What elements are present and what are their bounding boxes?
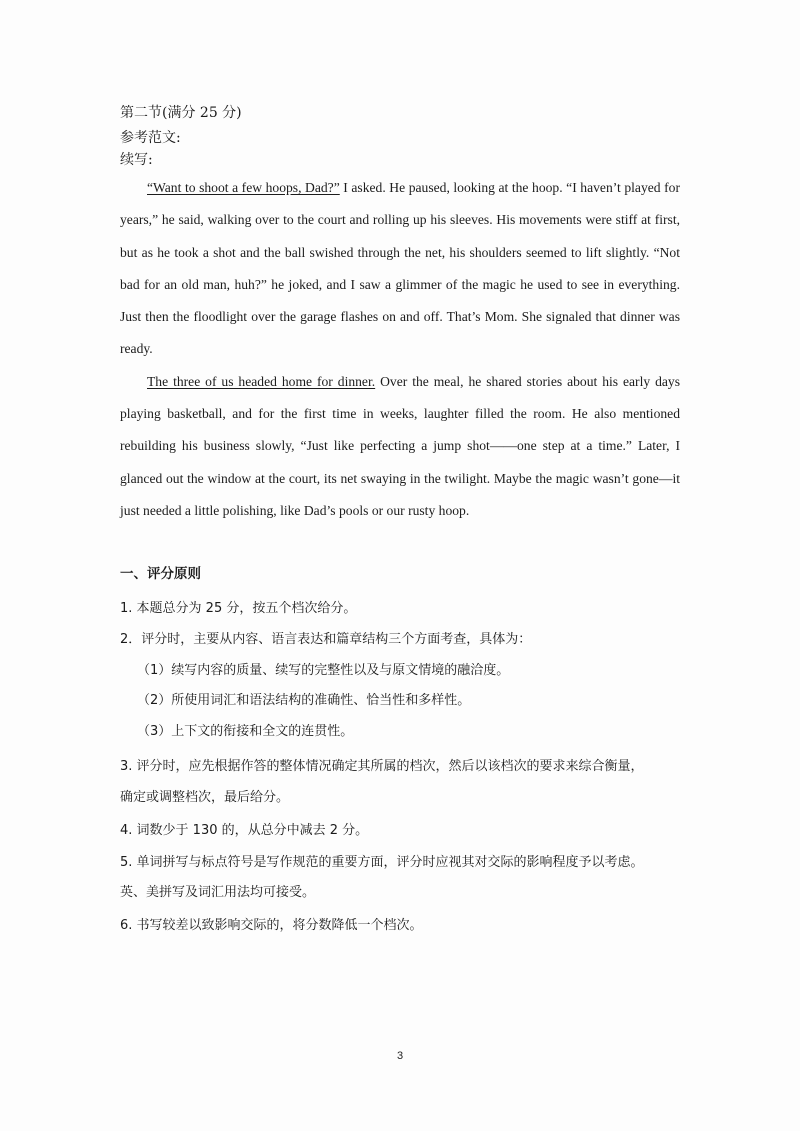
paragraph-1-opening-sentence: “Want to shoot a few hoops, Dad?” (147, 180, 340, 195)
sample-essay (120, 172, 680, 527)
paragraph-2-opening-sentence: The three of us headed home for dinner. (147, 373, 376, 389)
essay-paragraph-1 (120, 172, 680, 366)
rule-1: 1. 本题总分为 25 分，按五个档次给分。 (120, 601, 357, 616)
rule-4: 4. 词数少于 130 的，从总分中减去 2 分。 (120, 823, 369, 838)
rule-3-line-1: 3. 评分时，应先根据作答的整体情况确定其所属的档次，然后以该档次的要求来综合衡量， (120, 759, 644, 774)
section-heading: 第二节(满分 25 分) (120, 105, 242, 121)
rule-5-line-2: 英、美拼写及词汇用法均可接受。 (120, 885, 316, 900)
scoring-principles-heading: 一、评分原则 (120, 566, 201, 582)
paragraph-1-body: I asked. He paused, looking at the hoop. “I haven’t played for years,” he said, walking over to the court and rolling up his sleeves. His movements were stiff at first, but as he took a shot and the ball swished through the net, his shoulders seemed to lift slightly. “Not bad for an old man, huh?” he joked, and I saw a glimmer of the magic he used to see in everything. Just then the floodlight over the garage flashes on and off. That’s Mom. She signaled that dinner was ready. (120, 180, 680, 357)
rule-2-sub-2: （2）所使用词汇和语法结构的准确性、恰当性和多样性。 (137, 693, 471, 708)
rule-5-line-1: 5. 单词拼写与标点符号是写作规范的重要方面，评分时应视其对交际的影响程度予以考虑。 (120, 855, 644, 870)
rule-3-line-2: 确定或调整档次，最后给分。 (120, 790, 290, 805)
rule-2: 2．评分时，主要从内容、语言表达和篇章结构三个方面考查，具体为： (120, 632, 532, 647)
rule-2-sub-3: （3）上下文的衔接和全文的连贯性。 (137, 724, 354, 739)
page-number: 3 (396, 1050, 404, 1062)
sample-essay-label: 参考范文: (120, 130, 181, 146)
continuation-label: 续写: (120, 152, 153, 168)
essay-paragraph-2 (120, 366, 680, 527)
rule-2-sub-1: （1）续写内容的质量、续写的完整性以及与原文情境的融洽度。 (137, 663, 510, 678)
paragraph-2-body: Over the meal, he shared stories about his early days playing basketball, and for the first time in weeks, laughter filled the room. He also mentioned rebuilding his business slowly, “Just like perfecting a jump shot——one step at a time.” Later, I glanced out the window at the court, its net swaying in the twilight. Maybe the magic wasn’t gone—it just needed a little polishing, like Dad’s pools or our rusty hoop. (120, 373, 681, 518)
rule-6: 6. 书写较差以致影响交际的，将分数降低一个档次。 (120, 918, 423, 933)
